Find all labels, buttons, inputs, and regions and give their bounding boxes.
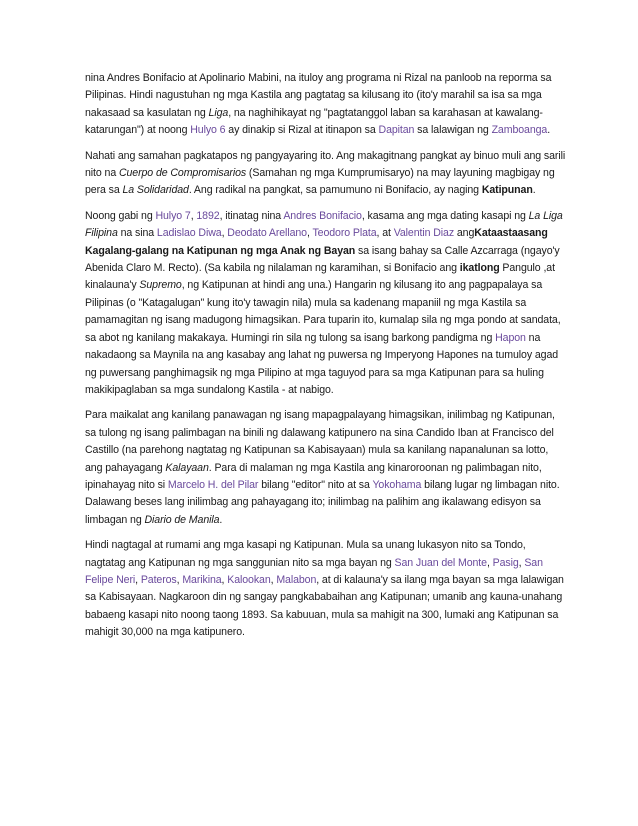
wiki-link[interactable]: Kalookan [227,573,271,586]
wiki-link[interactable]: Dapitan [378,124,415,137]
body-text: Pangulo ,at kinalauna'y [85,262,555,292]
wiki-link[interactable]: San Felipe Neri [85,556,543,586]
paragraph [85,148,567,200]
wiki-link[interactable]: Pasig [492,556,519,569]
wiki-link[interactable]: Teodoro Plata [312,227,377,240]
wiki-link[interactable]: Ladislao Diwa [156,227,222,240]
italic-text: La Solidaridad [122,184,189,197]
italic-text: Supremo [139,279,182,292]
wiki-link[interactable]: 1892 [196,209,220,222]
wiki-link[interactable]: Hulyo 6 [190,124,226,137]
body-text: Nahati ang samahan pagkatapos ng pangyayaring ito. Ang makagitnang pangkat ay binuo muli ang sarili nito na [85,149,566,180]
body-text: ay dinakip si Rizal at itinapon sa [225,124,379,137]
body-text: ang [454,227,475,240]
paragraph [85,208,567,399]
body-text: , ng Katipunan at hindi ang una.) Hangarin ng kilusang ito ang pagpapalaya sa Pilipinas (o "Katagalugan" kung ito'y tawagin nila) mula sa kadenang mapaniil ng mga Kastila sa pamamagitan ng isang madugong himagsikan. Para tuparin ito, kumalap sila ng mga pondo at sandata, sa abot ng kanilang makakaya. Humingi rin sila ng tulong sa isang barkong pandigma ng [85,279,561,344]
italic-text: Kalayaan [165,461,209,474]
body-text: , [221,227,228,240]
body-text: sa isang bahay sa Calle Azcarraga (ngayo'y Abenida Claro M. Recto). (Sa kabila ng nilalaman ng karamihan, si Bonifacio ang [85,244,560,275]
body-text: (Samahan ng mga Kumprumisaryo) na may layuning magbigay ng pera sa [85,167,555,197]
body-text: . [547,124,551,137]
body-text: Hindi nagtagal at rumami ang mga kasapi ng Katipunan. Mula sa unang lukasyon nito sa Tondo, nagtatag ang Katipunan ng mga sanggunian nito sa mga bayan ng [85,539,526,569]
body-text: . Ang radikal na pangkat, sa pamumuno ni Bonifacio, ay naging [188,184,482,197]
body-text: , [176,573,183,586]
wiki-link[interactable]: Hapon [495,331,526,344]
body-text: , [270,573,277,586]
body-text: , at [376,227,394,240]
wiki-link[interactable]: Zamboanga [491,124,548,137]
italic-text: Cuerpo de Compromisarios [118,167,247,180]
italic-text: Diario de Manila [144,513,220,526]
body-text: sa lalawigan ng [414,124,492,137]
wiki-link[interactable]: Hulyo 7 [155,209,191,222]
body-text: . [532,184,536,197]
paragraph [85,537,567,641]
body-text: , [486,556,493,569]
paragraph [85,407,567,529]
body-text: Para maikalat ang kanilang panawagan ng isang mapagpalayang himagsikan, inilimbag ng Katipunan, sa tulong ng isang palimbagan na binili ng dalawang katipunero na sina Candido Iban at Francisco del Castillo (na parehong nagtatag ng Katipunan sa Kabisayaan) mula sa kanilang napanalunan sa lotto, ang pahayagang [85,409,555,474]
body-text: , na naghihikayat ng "pagtatanggol laban sa karahasan at kawalang-katarungan") at noong [85,106,543,137]
body-text: , itinatag nina [219,209,284,222]
wiki-link[interactable]: Pateros [140,573,177,586]
body-text: , at di kalauna'y sa ilang mga bayan sa mga lalawigan sa Kabisayaan. Nagkaroon din ng sangay pangkababaihan ang Katipunan; umanib ang kauna-unahang babaeng kasapi nito noong taong 1893. Sa kabuuan, mula sa mahigit na 300, lumaki ang Katipunan sa mahigit 30,000 na mga katipunero. [85,573,564,639]
document-body [85,70,567,650]
wiki-link[interactable]: San Juan del Monte [394,556,487,569]
body-text: nina Andres Bonifacio at Apolinario Mabini, na ituloy ang programa ni Rizal na panloob na reporma sa Pilipinas. Hindi nagustuhan ng mga Kastila ang pagtatag sa kilusang ito (ito'y marahil sa isa sa mga nakasaad sa kasulatan ng [85,72,552,119]
body-text: , [221,573,228,586]
wiki-link[interactable]: Andres Bonifacio [283,209,362,222]
body-text: na sina [117,227,157,240]
wiki-link[interactable]: Malabon [276,573,317,586]
wiki-link[interactable]: Valentin Diaz [393,227,455,240]
wiki-link[interactable]: Yokohama [372,478,422,491]
body-text: na nakadaong sa Maynila na ang kasabay ang lahat ng puwersa ng Imperyong Hapones na tumuloy agad ng puwersang panghimagsik ng mga Pilipino at mga taguyod para sa mga Katipunan para sa huling makikipaglaban sa mga sundalong Kastila - at nabigo. [85,331,559,396]
bold-text: ikatlong [459,262,500,275]
body-text: , [306,227,313,240]
body-text: , kasama ang mga dating kasapi ng [361,209,529,222]
body-text: , [518,556,525,569]
bold-text: Kataastaasang Kagalang-galang na Katipunan ng mga Anak ng Bayan [85,227,548,257]
body-text: , [135,573,141,586]
body-text: bilang lugar ng limbagan nito. Dalawang beses lang inilimbag ang pahayagang ito; inilimbag na palihim ang ikalawang edisyon sa limbagan ng [85,478,560,526]
body-text: . Para di malaman ng mga Kastila ang kinaroroonan ng palimbagan nito, ipinahayag nito si [85,461,542,491]
body-text: bilang "editor" nito at sa [258,478,373,491]
body-text: Noong gabi ng [85,209,156,222]
italic-text: La Liga Filipina [85,209,563,240]
wiki-link[interactable]: Deodato Arellano [227,227,307,240]
wiki-link[interactable]: Marikina [182,573,222,586]
body-text: , [190,209,197,222]
bold-text: Katipunan [481,184,533,197]
wiki-link[interactable]: Marcelo H. del Pilar [167,478,259,491]
paragraph [85,70,567,140]
body-text: . [219,513,223,526]
italic-text: Liga [208,106,229,119]
